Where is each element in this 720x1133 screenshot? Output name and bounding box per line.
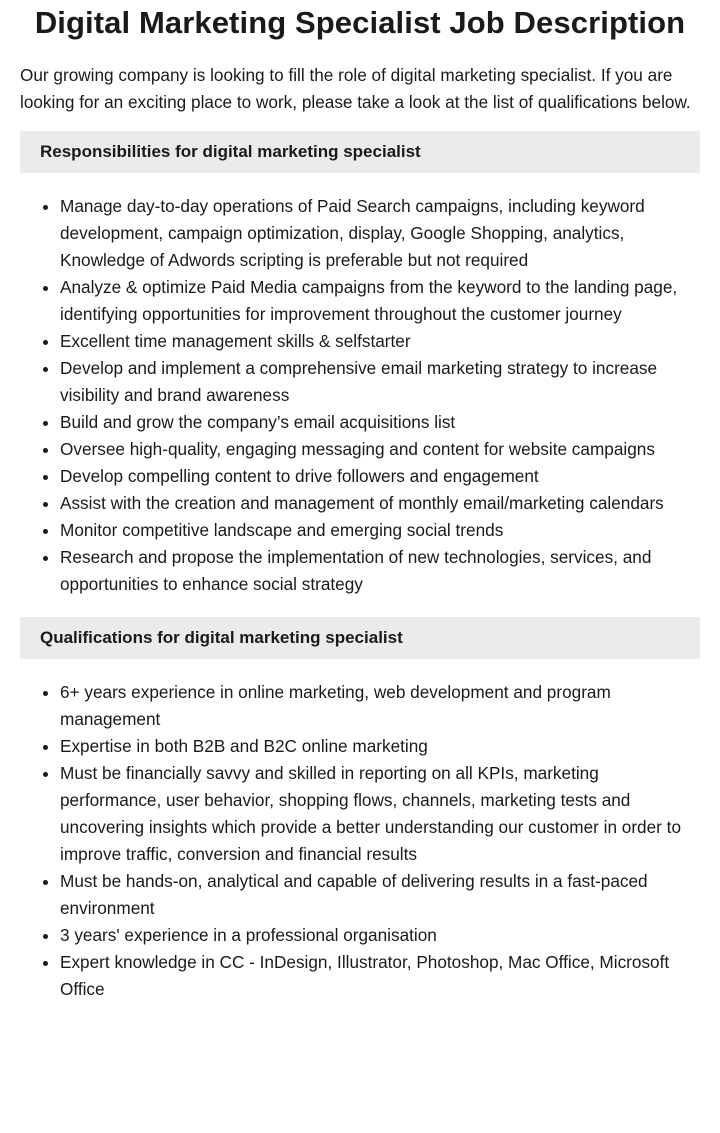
- page-title: Digital Marketing Specialist Job Description: [34, 5, 686, 40]
- list-item: • Analyze & optimize Paid Media campaigns from the keyword to the landing page, identifying opportunities for improvement throughout the customer journey: [60, 274, 700, 328]
- list-item: • Must be financially savvy and skilled in reporting on all KPIs, marketing performance, user behavior, shopping flows, channels, marketing tests and uncovering insights which provide a better understanding our customer in order to improve traffic, conversion and financial results: [60, 760, 700, 868]
- list-item: • Build and grow the company’s email acquisitions list: [60, 409, 700, 436]
- list-item: • Oversee high-quality, engaging messaging and content for website campaigns: [60, 436, 700, 463]
- qualifications-list: [20, 679, 700, 1003]
- list-item: • 6+ years experience in online marketing, web development and program management: [60, 679, 700, 733]
- qualifications-heading: Qualifications for digital marketing specialist: [20, 617, 700, 659]
- list-item: • Monitor competitive landscape and emerging social trends: [60, 517, 700, 544]
- list-item: • Manage day-to-day operations of Paid Search campaigns, including keyword development, campaign optimization, display, Google Shopping, analytics, Knowledge of Adwords scripting is preferable but not required: [60, 193, 700, 274]
- list-item: • Expertise in both B2B and B2C online marketing: [60, 733, 700, 760]
- list-item: • Must be hands-on, analytical and capable of delivering results in a fast-paced environment: [60, 868, 700, 922]
- list-item: • Develop compelling content to drive followers and engagement: [60, 463, 700, 490]
- list-item: • Develop and implement a comprehensive email marketing strategy to increase visibility and brand awareness: [60, 355, 700, 409]
- list-item: • Assist with the creation and management of monthly email/marketing calendars: [60, 490, 700, 517]
- list-item: • Research and propose the implementation of new technologies, services, and opportunities to enhance social strategy: [60, 544, 700, 598]
- responsibilities-heading: Responsibilities for digital marketing specialist: [20, 131, 700, 173]
- responsibilities-list: [20, 193, 700, 598]
- list-item: • Expert knowledge in CC - InDesign, Illustrator, Photoshop, Mac Office, Microsoft Office: [60, 949, 700, 1003]
- list-item: • 3 years' experience in a professional organisation: [60, 922, 700, 949]
- list-item: • Excellent time management skills & selfstarter: [60, 328, 700, 355]
- intro-paragraph: Our growing company is looking to fill the role of digital marketing specialist. If you are looking for an exciting place to work, please take a look at the list of qualifications below.: [20, 65, 691, 112]
